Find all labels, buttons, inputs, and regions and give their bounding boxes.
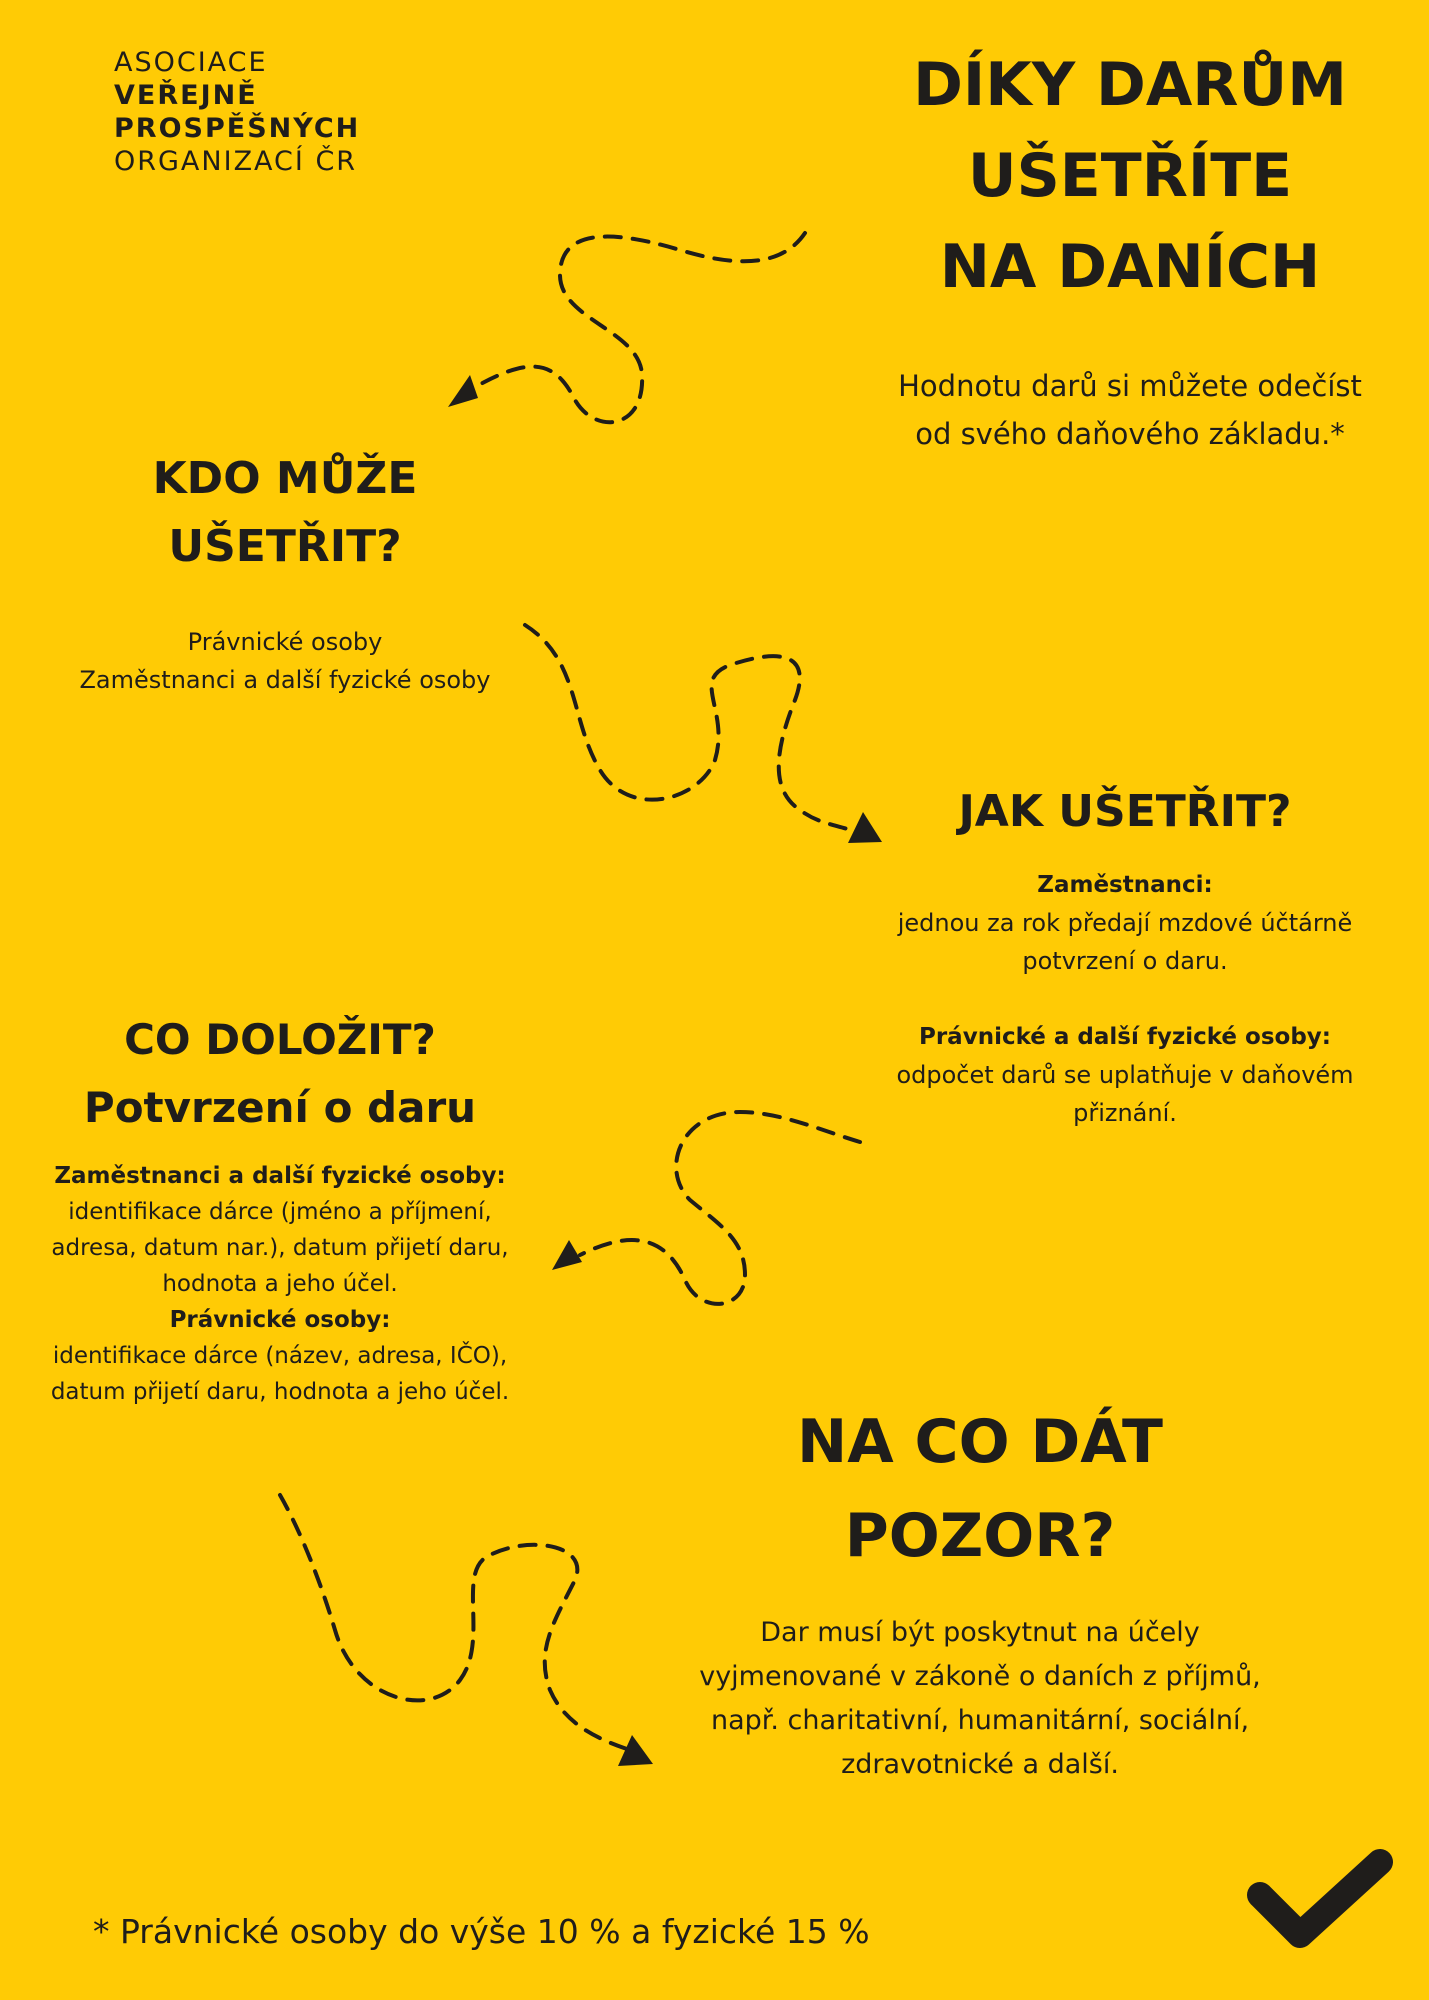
- section-title-line: POZOR?: [844, 1501, 1116, 1571]
- section-text-pozor: [680, 1611, 1280, 1787]
- text-line: hodnota a jeho účel.: [162, 1271, 398, 1297]
- section-title-line: NA CO DÁT: [797, 1407, 1163, 1477]
- legal-label: Právnické osoby:: [169, 1307, 391, 1333]
- arrowhead-icon: [848, 812, 882, 843]
- list-item: Zaměstnanci a další fyzické osoby: [79, 666, 491, 694]
- title-line: NA DANÍCH: [939, 232, 1321, 302]
- footnote: * Právnické osoby do výše 10 % a fyzické 15 %: [93, 1912, 870, 1951]
- text-line: jednou za rok předají mzdové účtárně: [897, 909, 1353, 937]
- section-title-co: [60, 1006, 500, 1142]
- arrowhead-icon: [552, 1240, 582, 1270]
- section-title-kdo: [80, 445, 490, 581]
- title-line: DÍKY DARŮM: [913, 50, 1347, 120]
- logo-line: ASOCIACE: [114, 47, 268, 78]
- text-line: datum přijetí daru, hodnota a jeho účel.: [50, 1379, 510, 1405]
- section-text-jak: [880, 866, 1370, 1132]
- dashed-arrow-icon: [470, 233, 805, 422]
- text-line: identifikace dárce (jméno a příjmení,: [68, 1199, 492, 1225]
- section-title-line: JAK UŠETŘIT?: [958, 786, 1292, 837]
- section-title-line: UŠETŘIT?: [168, 521, 402, 572]
- arrowhead-icon: [618, 1735, 653, 1766]
- lead-line: Hodnotu darů si můžete odečíst: [898, 369, 1362, 403]
- section-title-jak: [930, 778, 1320, 846]
- section-title-line: KDO MŮŽE: [152, 453, 418, 504]
- section-subtitle: Potvrzení o daru: [83, 1083, 477, 1132]
- text-line: zdravotnické a další.: [841, 1749, 1119, 1780]
- checkmark-icon: [1260, 1862, 1380, 1935]
- section-title-line: CO DOLOŽIT?: [124, 1015, 436, 1064]
- legal-label: Právnické a další fyzické osoby:: [918, 1024, 1331, 1050]
- title-line: UŠETŘÍTE: [967, 141, 1293, 211]
- text-line: Dar musí být poskytnut na účely: [760, 1617, 1200, 1648]
- section-title-pozor: [760, 1395, 1200, 1583]
- text-line: odpočet darů se uplatňuje v daňovém: [896, 1061, 1354, 1089]
- text-line: identifikace dárce (název, adresa, IČO),: [52, 1343, 508, 1369]
- text-line: potvrzení o daru.: [1022, 947, 1228, 975]
- page-title: [880, 40, 1380, 313]
- dashed-arrow-icon: [525, 625, 855, 832]
- employees-label: Zaměstnanci:: [1037, 872, 1213, 898]
- spacer: [880, 980, 1370, 1018]
- dashed-arrow-icon: [580, 1112, 860, 1304]
- lead-line: od svého daňového základu.*: [915, 417, 1345, 451]
- section-text-co: [40, 1158, 520, 1410]
- dashed-arrow-icon: [280, 1495, 630, 1750]
- persons-label: Zaměstnanci a další fyzické osoby:: [54, 1163, 506, 1189]
- logo-line: VEŘEJNĚ: [114, 80, 258, 111]
- logo-line: PROSPĚŠNÝCH: [114, 113, 361, 144]
- arrowhead-icon: [448, 375, 478, 407]
- section-text-kdo: [60, 623, 510, 699]
- organization-logo: [114, 46, 360, 178]
- text-line: přiznání.: [1073, 1099, 1177, 1127]
- text-line: např. charitativní, humanitární, sociální,: [710, 1705, 1250, 1736]
- lead-text: [870, 362, 1390, 458]
- logo-line: ORGANIZACÍ ČR: [114, 146, 358, 177]
- list-item: Právnické osoby: [187, 628, 383, 656]
- text-line: vyjmenované v zákoně o daních z příjmů,: [699, 1661, 1261, 1692]
- text-line: adresa, datum nar.), datum přijetí daru,: [51, 1235, 509, 1261]
